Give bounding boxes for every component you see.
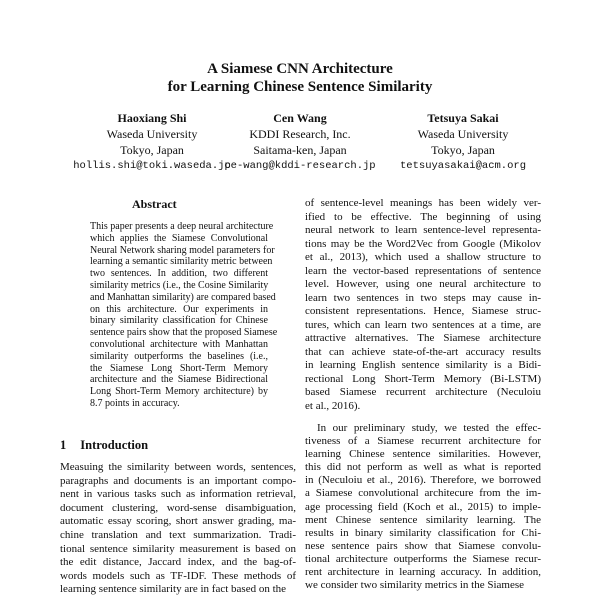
text-line: learning Chinese sentence similarities. However, [305, 448, 541, 461]
text-line: learn two sentences in two steps may cause in- [305, 291, 541, 304]
text-line: Long Short-Term Memory architecture) by [90, 386, 268, 398]
text-line: 8.7 points in accuracy. [90, 397, 180, 409]
text-line: learn the vector-based representations of sentence [305, 264, 541, 277]
text-line: nese sentence pairs show that Siamese convolu- [305, 539, 541, 552]
intro-body [60, 461, 296, 597]
paper-title-line-2: for Learning Chinese Sentence Similarity [167, 79, 433, 95]
text-line: attractive alternatives. The Siamese architecture [305, 332, 541, 344]
text-line: rent architecture in learning accuracy. In addition, [305, 566, 541, 579]
author-location: Tokyo, Japan [431, 143, 495, 157]
text-line: and Manhattan similarity) are compared based [90, 291, 276, 303]
text-line: tional architecture outperforms the Siamese recur- [305, 552, 541, 565]
text-line: age processing field (Koch et al., 2015) to imple- [305, 500, 541, 513]
text-line: rectional Long Short-Term Memory (Bi-LSTM) [305, 372, 541, 385]
text-line: convolutional architecture with Manhattan [90, 338, 268, 350]
text-line: ment Chinese sentence similarity learning. The [305, 513, 541, 526]
text-line: we consider two similarity metrics in the Siamese [305, 579, 525, 592]
author-email: hollis.shi@toki.waseda.jp [73, 160, 231, 172]
author-email: ce-wang@kddi-research.jp [224, 160, 376, 172]
text-line: the edit distance, Jaccard index, and the bag-of- [60, 556, 296, 569]
text-line: paragraphs and documents is an important compo- [60, 474, 296, 487]
text-line: learning a semantic similarity metric between [90, 256, 273, 268]
text-line: et al., 2016). [305, 399, 361, 412]
text-line: nent in various tasks such as information retrieval, [60, 488, 296, 501]
paper-title-line-1: A Siamese CNN Architecture [207, 61, 393, 77]
author-location: Saitama-ken, Japan [253, 143, 347, 157]
text-line: two sentences. In addition, two different [90, 268, 268, 280]
text-line: ified to be effective. The beginning of using [305, 210, 541, 223]
author-affiliation: Waseda University [106, 127, 198, 141]
text-line: results in binary similarity classification for Chi- [305, 526, 541, 539]
section-number: 1 [60, 438, 67, 452]
text-line: binary similarity classification for Chinese [90, 315, 268, 327]
text-line: tiveness of a Siamese recurrent architecture for [305, 435, 541, 448]
author-affiliation: Waseda University [417, 127, 509, 141]
text-line: level. However, using one neural architecture to [305, 278, 541, 290]
author-affiliation: KDDI Research, Inc. [249, 127, 351, 141]
author-name: Tetsuya Sakai [427, 111, 499, 125]
author-name: Haoxiang Shi [117, 111, 187, 125]
text-line: chine translation and text summarization. Tradi- [60, 528, 296, 541]
text-line: on this architecture. Our experiments in [90, 303, 268, 315]
text-line: tional sentence similarity measurement is based on [60, 542, 296, 555]
text-line: of sentence-level meanings has been widely ver- [305, 197, 541, 209]
text-line: the Siamese Long Short-Term Memory [90, 362, 268, 374]
text-line: similarity metrics (i.e., the Cosine Similarity [90, 279, 269, 291]
text-line: consistent representations. Hence, Siamese struc- [305, 305, 541, 317]
text-line: document clustering, word-sense disambiguation, [60, 501, 296, 514]
text-line: Measuing the similarity between words, sentences, [60, 461, 296, 473]
text-line: in (Neculoiu et al., 2016). Therefore, we borrowed [305, 474, 541, 487]
author-block [363, 110, 563, 174]
text-line: et al., 2013), which used a shallow structure to [305, 251, 541, 263]
abstract-body [90, 221, 278, 410]
author-email: tetsuyasakai@acm.org [399, 160, 527, 172]
text-line: architecture and the Siamese Bidirectional [90, 374, 268, 386]
text-line: tions may be the Word2Vec from Google (Mikolov [305, 237, 541, 250]
text-line: neural network to learn sentence-level representa- [305, 224, 541, 236]
text-line: This paper presents a deep neural architecture [90, 221, 274, 232]
text-line: Neural Network sharing model parameters for [90, 244, 275, 256]
text-line: automatic essay scoring, short answer grading, ma- [60, 515, 296, 528]
text-line: which applies the Siamese Convolutional [90, 232, 268, 244]
text-line: based Siamese recurrent architecture (Neculoiu [305, 386, 541, 398]
right-paragraph-1 [305, 197, 541, 413]
text-line: learning sentence similarity are in fact based on the [60, 583, 287, 596]
intro-heading [60, 438, 148, 453]
author-name: Cen Wang [273, 111, 327, 125]
text-line: in learning English sentence similarity is a Bidi- [305, 359, 541, 371]
text-line: sentence pairs show that the proposed Siamese [90, 327, 278, 339]
section-title: Introduction [80, 438, 149, 452]
abstract-heading: Abstract [132, 197, 177, 211]
text-line: In our preliminary study, we tested the effec- [317, 422, 541, 434]
text-line: tures, which can learn two sentences at a time, are [305, 318, 541, 331]
text-line: a Siamese convolutional architecure from the im- [305, 487, 541, 500]
text-line: this did not perform as well as what is reported [305, 461, 541, 474]
text-line: words models such as TF-IDF. These methods of [60, 569, 296, 582]
right-paragraph-2 [305, 422, 541, 592]
author-location: Tokyo, Japan [120, 143, 184, 157]
text-line: similarity outperforms the baselines (i.e., [90, 350, 268, 362]
text-line: that can achieve state-of-the-art accuracy results [305, 345, 541, 358]
